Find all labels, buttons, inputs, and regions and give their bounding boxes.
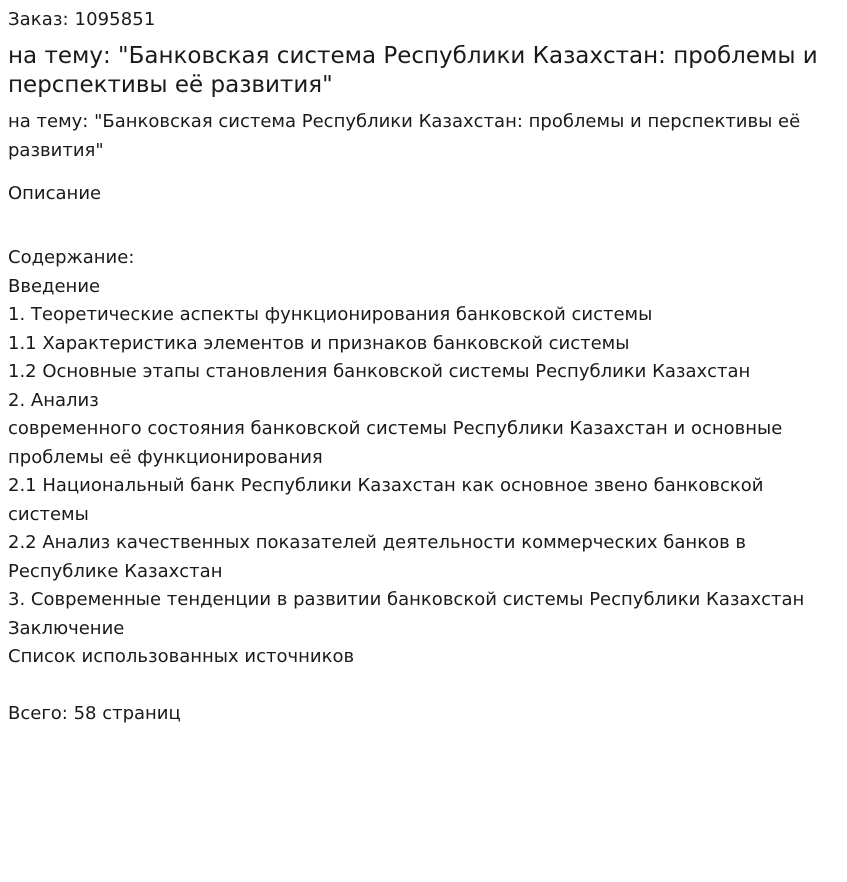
contents-item: 2. Анализ [8,389,99,411]
document-subtitle: на тему: "Банковская система Республики Казахстан: проблемы и перспективы её развития" [8,111,801,161]
order-number: Заказ: 1095851 [8,9,156,30]
table-of-contents [8,244,838,672]
contents-heading: Содержание: [8,247,135,268]
contents-item: 1. Теоретические аспекты функционирования банковской системы [8,304,653,325]
contents-item: 2.2 Анализ качественных показателей деятельности коммерческих банков в Республике Казахстан [8,532,747,582]
contents-item: Список использованных источников [8,646,355,667]
description-heading: Описание [8,183,102,204]
document-title: на тему: "Банковская система Республики Казахстан: проблемы и перспективы её развития" [8,43,818,98]
contents-item: 1.1 Характеристика элементов и признаков банковской системы [8,332,630,354]
contents-item: Введение [8,275,101,297]
contents-item: 2.1 Национальный банк Республики Казахстан как основное звено банковской системы [8,475,764,525]
page-total: Всего: 58 страниц [8,703,181,724]
contents-item: современного состояния банковской системы Республики Казахстан и основные проблемы её функционирования [8,418,783,468]
contents-item: Заключение [8,617,125,639]
contents-item: 3. Современные тенденции в развитии банковской системы Республики Казахстан [8,589,805,610]
contents-item: 1.2 Основные этапы становления банковской системы Республики Казахстан [8,361,751,382]
